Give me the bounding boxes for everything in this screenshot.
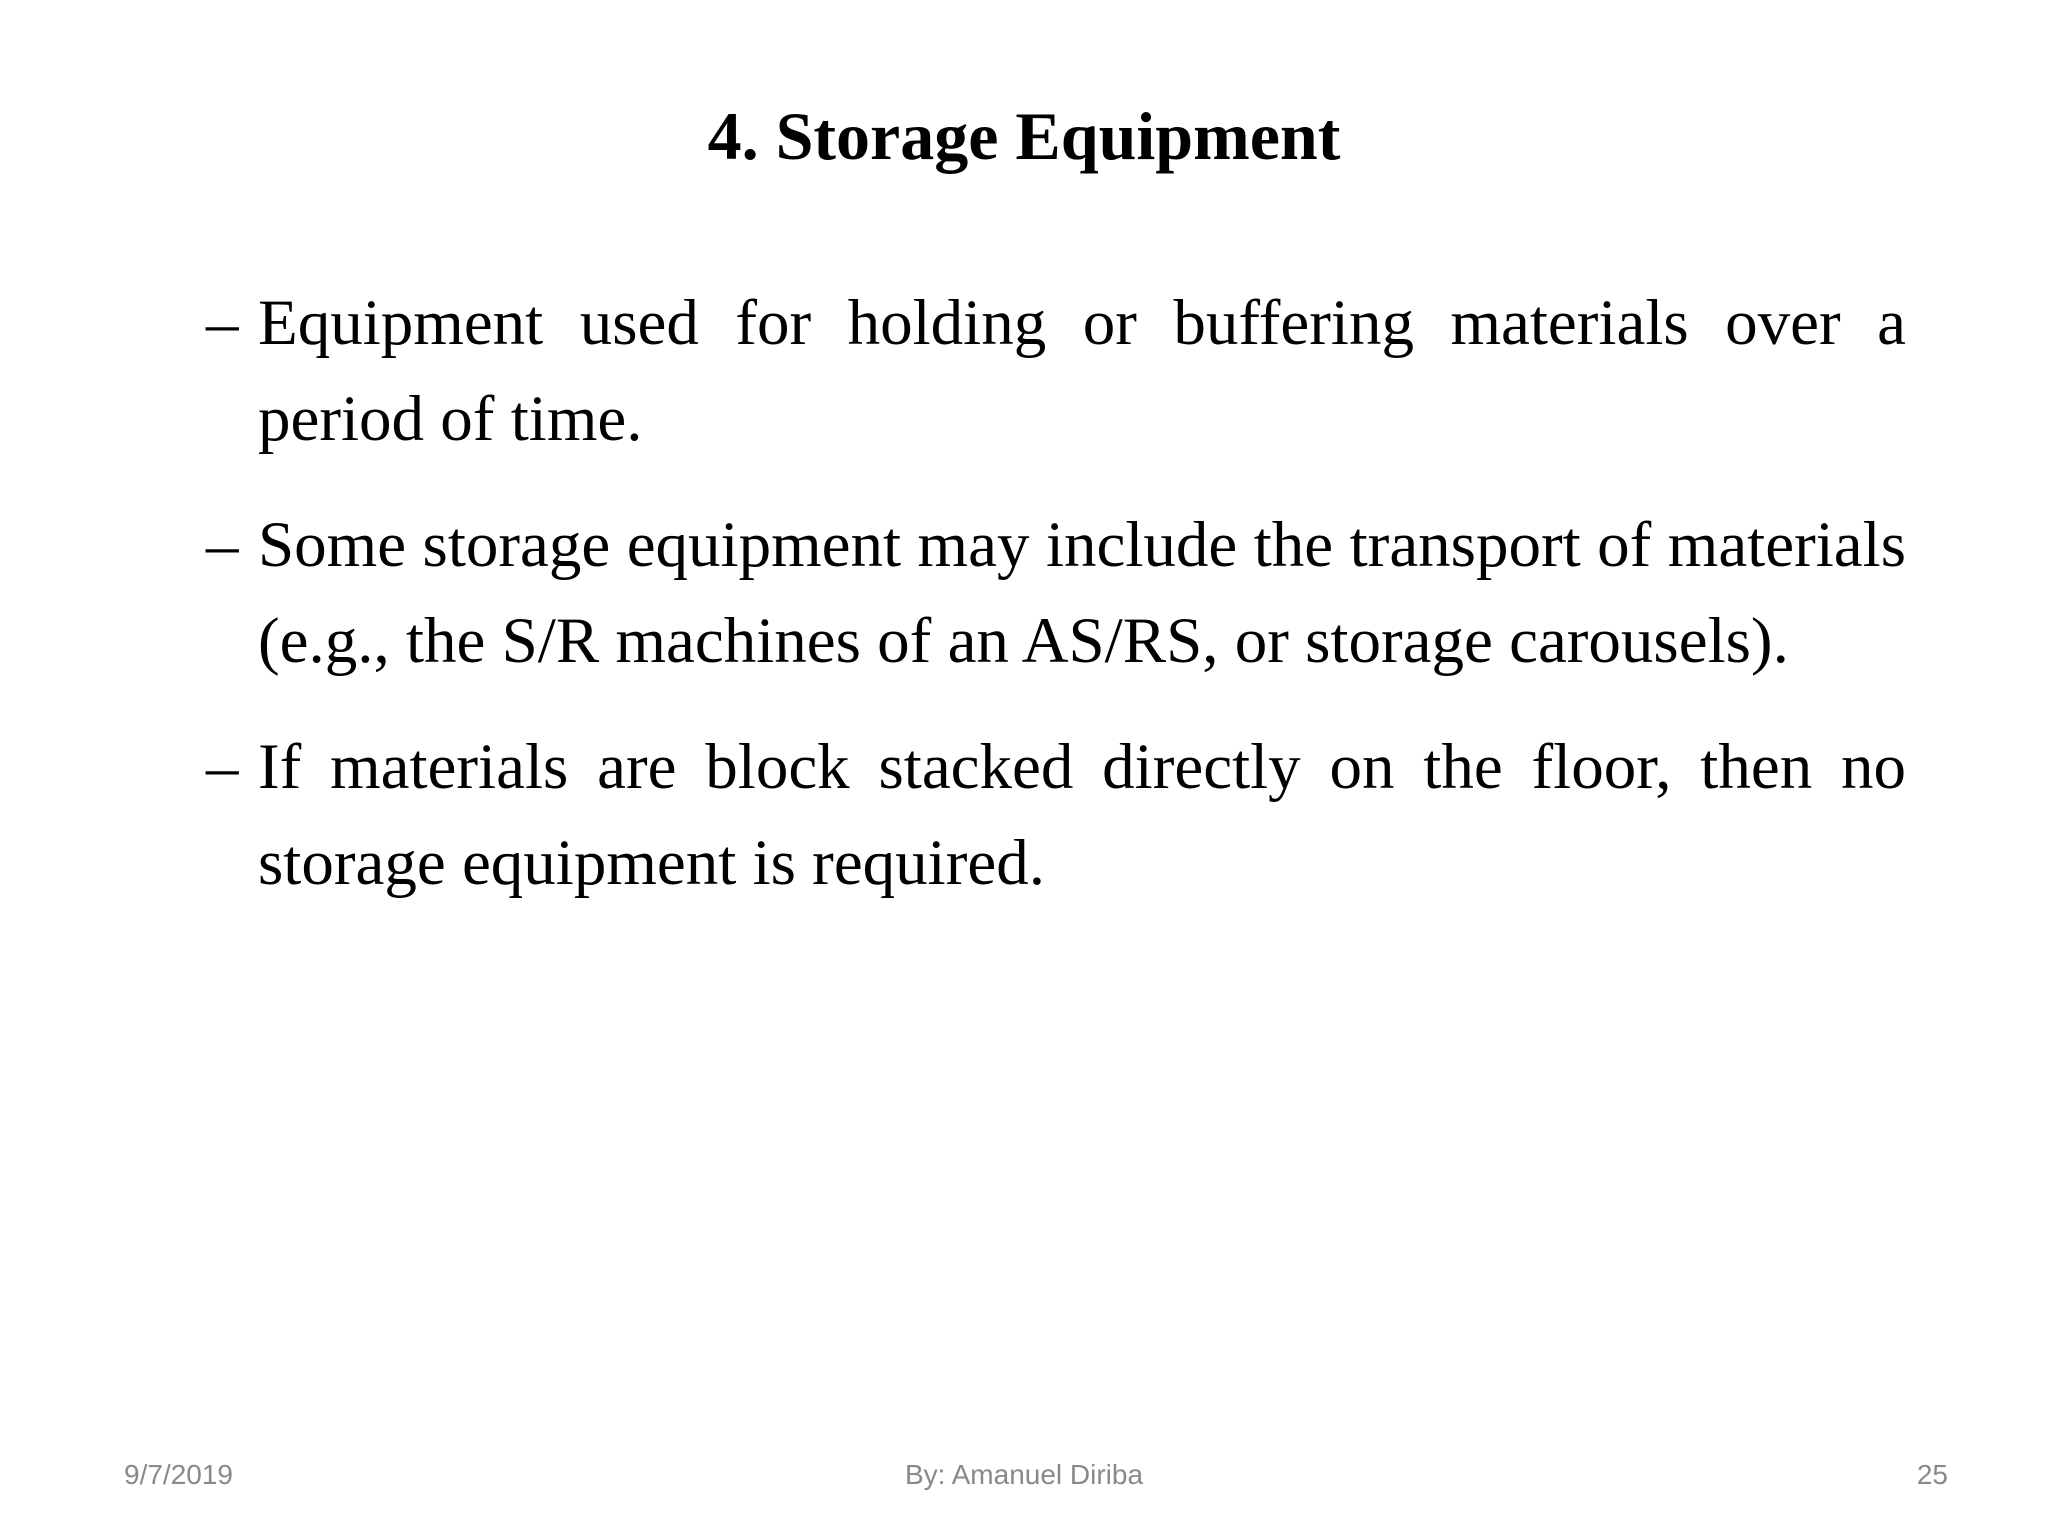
bullet-item bbox=[206, 497, 1906, 689]
footer-author: By: Amanuel Diriba bbox=[904, 1459, 1144, 1490]
dash-bullet-icon: – bbox=[206, 731, 239, 803]
slide-title: 4. Storage Equipment bbox=[707, 98, 1341, 174]
dash-bullet-icon: – bbox=[206, 509, 239, 581]
bullet-list bbox=[206, 275, 1906, 941]
bullet-item bbox=[206, 275, 1906, 467]
bullet-item bbox=[206, 719, 1906, 911]
bullet-text: Equipment used for holding or buffering materials over a period of time. bbox=[258, 287, 1906, 455]
footer-date: 9/7/2019 bbox=[124, 1459, 233, 1490]
slide-number: 25 bbox=[1916, 1459, 1948, 1490]
bullet-text: Some storage equipment may include the transport of materials (e.g., the S/R machines of an AS/RS, or storage carousels). bbox=[258, 509, 1906, 677]
bullet-text: If materials are block stacked directly on the floor, then no storage equipment is required. bbox=[258, 731, 1906, 899]
dash-bullet-icon: – bbox=[206, 287, 239, 359]
